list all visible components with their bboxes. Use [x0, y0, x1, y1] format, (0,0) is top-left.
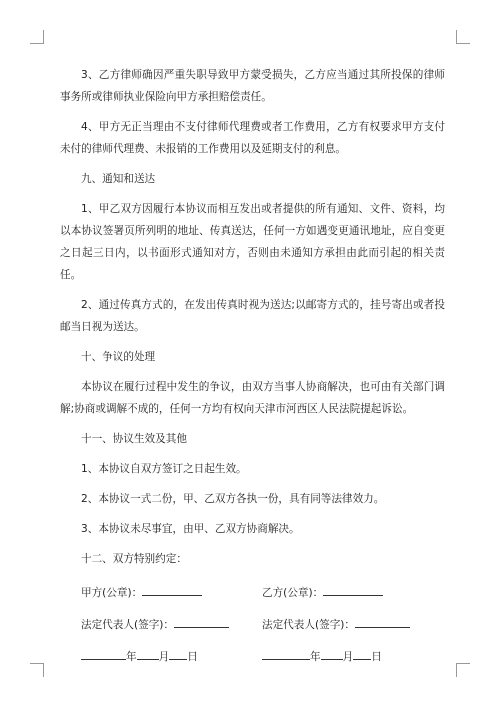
- section-9-title: 九、通知和送达: [81, 173, 156, 185]
- corner-mark-top-right: [456, 30, 470, 44]
- party-b-legal-rep: [262, 614, 445, 636]
- party-a-year-blank[interactable]: [81, 647, 126, 660]
- party-b-year-label: 年: [310, 651, 321, 663]
- clause-4-unpaid-fees: 4、甲方无正当理由不支付律师代理费或者工作费用，乙方有权要求甲方支付未付的律师代理费、未报销的工作费用以及延期支付的利息。: [60, 121, 445, 155]
- corner-mark-bottom-left: [30, 663, 44, 677]
- party-b-seal-label: 乙方(公章)：: [262, 587, 324, 599]
- party-a-month-blank[interactable]: [137, 647, 159, 660]
- corner-mark-top-left: [30, 30, 44, 44]
- party-b-month-label: 月: [342, 651, 354, 663]
- party-a-seal: [60, 582, 262, 604]
- party-b-month-blank[interactable]: [321, 647, 343, 660]
- party-b-year-blank[interactable]: [262, 647, 310, 660]
- party-a-day-label: 日: [187, 651, 198, 663]
- clause-dispute: 本协议在履行过程中发生的争议，由双方当事人协商解决，也可由有关部门调解;协商或调解不成的，任何一方均有权向天津市河西区人民法院提起诉讼。: [60, 381, 445, 415]
- section-10-title: 十、争议的处理: [81, 351, 156, 363]
- party-a-date: [60, 646, 262, 668]
- party-a-seal-label: 甲方(公章)：: [81, 587, 143, 599]
- party-a-legal-rep: [60, 614, 262, 636]
- section-11-title: 十一、协议生效及其他: [81, 433, 187, 445]
- seal-row: [60, 582, 445, 604]
- clause-effective: 1、本协议自双方签订之日起生效。: [81, 463, 247, 475]
- party-b-legal-rep-blank[interactable]: [355, 615, 410, 628]
- section-12-title: 十二、双方特别约定：: [81, 553, 187, 565]
- clause-notice-fax-mail: 2、通过传真方式的，在发出传真时视为送达;以邮寄方式的，挂号寄出或者投邮当日视为送达。: [60, 299, 445, 333]
- party-a-legal-rep-blank[interactable]: [174, 615, 229, 628]
- party-b-seal-blank[interactable]: [323, 583, 383, 596]
- party-b-legal-rep-label: 法定代表人(签字)：: [262, 619, 356, 631]
- party-a-day-blank[interactable]: [169, 647, 187, 660]
- date-row: [60, 646, 445, 668]
- clause-3-lawyer-liability: 3、乙方律师确因严重失职导致甲方蒙受损失，乙方应当通过其所投保的律师事务所或律师执业保险向甲方承担赔偿责任。: [60, 69, 445, 103]
- party-b-seal: [262, 582, 445, 604]
- clause-other-matters: 3、本协议未尽事宜，由甲、乙双方协商解决。: [81, 523, 300, 535]
- party-b-day-blank[interactable]: [353, 647, 371, 660]
- clause-copies: 2、本协议一式二份，甲、乙双方各执一份，具有同等法律效力。: [81, 493, 385, 505]
- clause-notice-address: 1、甲乙双方因履行本协议而相互发出或者提供的所有通知、文件、资料，均以本协议签署页所列明的地址、传真送达，任何一方如遇变更通讯地址，应自变更之日起三日内，以书面形式通知对方，否则由未通知方承担由此而引起的相关责任。: [60, 203, 445, 281]
- document-body: [60, 64, 445, 668]
- party-b-day-label: 日: [371, 651, 382, 663]
- party-a-seal-blank[interactable]: [142, 583, 202, 596]
- party-a-month-label: 月: [158, 651, 170, 663]
- corner-mark-bottom-right: [456, 663, 470, 677]
- legal-rep-row: [60, 614, 445, 636]
- party-a-legal-rep-label: 法定代表人(签字)：: [81, 619, 175, 631]
- party-a-year-label: 年: [126, 651, 137, 663]
- party-b-date: [262, 646, 382, 668]
